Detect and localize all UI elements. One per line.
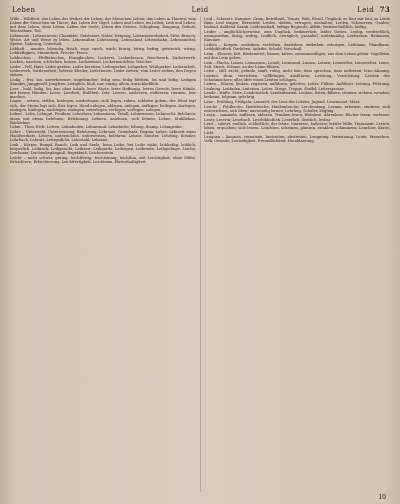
entry-paragraph: Lebkuchen – Pfefferkuchen, Honigkuchen; Leckerei, Leckerbissen, Naschwerk, Zuckerwerk. Lecken; naschen, schlecken, kosten. Leckermaul, Leckermäulchen, Näscher. (10, 55, 196, 65)
entry-paragraph: Lehm – Thon, Erde, Letten; Lehmboden, Lehmwand, Lehmhütte; lehmig, thonig. Lehmgrube. (10, 125, 183, 130)
header-right-word: Leid (357, 6, 374, 14)
right-column (204, 17, 390, 492)
entry-paragraph: Letzt – zuletzt, endlich, schließlich; der letzte, hinterste, äußerste; letzter Wille, Testament. Letzen, laben, erquicken; sich letzen. Leuchten, scheinen, glänzen, strahlen, schimmern; Leuchter, Kerze, Licht. (204, 122, 390, 135)
entry-paragraph: Leiten – führen, lenken, regieren, anführen, geleiten; Leiter, Führer, Anführer. Leitung, Führung, Lenkung. Leitfaden, Leitstern. Leiter, Stiege, Treppe, Staffel; Leitersprosse. (204, 82, 390, 91)
text-columns (10, 17, 390, 492)
entry-paragraph: Lebensart – Lebensweise; Charakter, Geistesart, Natur; Neigung, Lebensgewohnheit, Sitte, Brauch, Weise, Art und Weise zu leben. Lebensalter, Lebensweg, Lebenslauf, Lebensbahn; Lebensmittel, Speise, Nahrung, Unterhalt. (10, 34, 196, 47)
entry-paragraph: Leder – Fell, Haut; Leder gerben, Leder bereiten; Ledergerber, Lohgerber, Weißgerber. Lederarbeit, Lederwerk, Sattlerarbeit; lederne Kleider, Lederhosen. Leder ziehen, vom Leder ziehen, den Degen ziehen. (10, 64, 196, 78)
entry-paragraph: Lerche – Feldlerche, Heidelerche, Haubenlerche; Lerchenfang. Lernen, erlernen, studiren, sich unterrichten, sich üben; auswendig lernen; Lehrling, Schüler, Zögling. (204, 104, 390, 113)
entry-paragraph: Lehre – Unterricht, Unterweisung, Belehrung; Lehrsatz, Grundsatz, Dogma; Lehre, Lehrzeit eines Handwerkers. Lehren, unterrichten, unterweisen, belehren; Lehrer, Meister, Lehrling, Schüler. Lehrbuch, Lehrart, Lehrgedicht, Lehrstuhl, Lehramt. (10, 130, 196, 143)
page-number: 73 (379, 5, 390, 14)
entry-paragraph: Lebhaft – munter, lebendig, frisch, rege, rasch, wach, feurig, hitzig, heftig; geistreich, witzig. Lebhaftigkeit, Munterkeit, Frische, Feuer. (10, 47, 196, 56)
header-center-word: Leid (191, 6, 209, 14)
entry-paragraph: Leise – still, sacht, gelinde, sanft, ruhig, nicht laut; leise sprechen, leise auftreten; leise Ahnung. Leisten, thun, verrichten, vollbringen, ausführen; Leistung, Verrichtung. Leisten des Schuhmachers; alles über einen Leisten schlagen. (204, 69, 390, 82)
entry-paragraph: Ledig – frei, los, unverheiratet, ungebunden; ledig sein, ledig bleiben, los und ledig. Ledigen Standes; Junggesell, Jungfrau. Lediglich, bloß, nur, einzig, allein, ausschließlich. (10, 77, 196, 86)
entry-paragraph: Lehen – Lehn, Lehngut, Feudum; Lehnsherr, Lehnsmann, Vasall; Lehnswesen, Lehnrecht. Belehnen, einen mit etwas belehnen; Belehnung. Lehnen, anlehnen, sich lehnen; Lehne, Stuhllehne, Rücklehne. (10, 112, 196, 125)
entry-paragraph: Lesen – sammeln, auflesen, ablesen, Trauben lesen; Weinlese, Ährenlese; Bücher lesen, vorlesen; Leser, Leserin; Lesebuch, Lesebibliothek. Leserlich, deutlich, lesbar. (204, 113, 390, 122)
left-column (10, 17, 196, 492)
entry-paragraph: Leugnen – läugnen, verneinen, bestreiten, abstreiten; Leugnung, Verneinung. Leute, Menschen, Volk, Gesinde; Leutseligkeit, Freundlichkeit, Herablassung. (204, 135, 390, 144)
entry-paragraph: Lein – Flachs, Linum; Leinsamen, Leinöl; Leinwand, Linnen, Leinen; Leinweber, Leineweber. Leine, Seil, Strick, Schnur; an der Leine führen. (204, 60, 390, 69)
running-head (10, 4, 390, 16)
entry-paragraph: Leim – Kleister, Kitt, Bindemittel; leimen, kitten, zusammenfügen; aus dem Leime gehen. Vogelleim, auf den Leim gehen. (204, 51, 390, 60)
column-divider (200, 17, 201, 492)
entry-paragraph: Leid – Schmerz, Kummer, Gram, Betrübniß, Trauer, Weh, Elend, Unglück; es thut mir leid, zu Leide thun, Leid tragen; Herzeleid. Leiden, dulden, ertragen, aushalten; Leiden, Schmerzen, Qualen; leidend, duldend, krank. Leidenschaft, heftige Begierde, Affekt; leidenschaftlich, heftig. (204, 17, 390, 30)
entry-paragraph: Wille – Wildheit; das Leben des Weibes der Leben; der Menschen Leben; das Leben in Thieren; vom Leben der Menschen im Thiere; das Leben der Vögel. Leben und Leben, im Leben, Leib und Leben, mit dem Leben, ohne Leben. Leben der Seele; Leben des Geistes. Schöpfung, Zeugung, Geburt, Wachsthum, Tod. (10, 17, 196, 34)
entry-paragraph: Leicht – nicht schwer, gering, leichtfertig, leichtsinnig; leichthin, mit Leichtigkeit, ohne Mühe. Erleichtern; Erleichterung. Leichtfertigkeit, Leichtsinn, Flatterhaftigkeit. (10, 156, 196, 165)
signature-mark: 10 (378, 494, 386, 501)
entry-paragraph: Lenz – Frühling, Frühjahr, Lenzzeit; der Lenz des Lebens, Jugend. Lenzmonat, März. (204, 99, 361, 104)
entry-paragraph: Leer – hohl, ledig, los, bar, ohne Inhalt; leere Worte, leere Hoffnung, leeres Gerede; leere Hände, mit leeren Händen. Leere, Leerheit, Hohlheit, Öde. Leeren, ausleeren, entleeren, räumen, leer machen. (10, 86, 196, 99)
entry-paragraph: Legen – setzen, stellen, hinlegen, niederlegen; sich legen, ruhen, schlafen gehen; der Wind legt sich, der Sturm legt sich. Eier legen. Hand anlegen, ablegen, anlegen, auflegen, beilegen, darlegen, einlegen, hinlegen, nachlegen, umlegen, unterlegen, verlegen, vorlegen, zulegen. (10, 99, 196, 112)
header-left-word: Leben (12, 6, 36, 14)
entry-paragraph: Leib – Körper, Rumpf, Bauch; Leib und Seele; beim Leibe, bei Leibe nicht; leibhaftig, leiblich, körperlich. Leibrock, Leibgericht, Leibarzt, Leibgarde, Leibeigen, Leibrente, Leibgedinge. Leiche, Leichnam; Leichenbegängniß, Begräbniß, Leichenstein. (10, 143, 196, 156)
entry-paragraph: Leihen – borgen, ausleihen, verleihen, darleihen; entleihen, erborgen. Leihhaus, Pfandhaus; Leihbibliothek. Darlehen, Anleihe, Schuld, Vorschuß. (204, 42, 390, 52)
entry-paragraph: Leider – unglücklicherweise, zum Unglück, bedauerlich; leider Gottes. Leidig, verdrießlich, unangenehm, lästig, widrig. Leidlich, erträglich, passabel, mittelmäßig. Leidwesen, Bedauern, Kummer. (204, 29, 390, 43)
entry-paragraph: Lende – Hüfte, Seite; Lendenstück, Lendenbraten. Lenken, leiten, führen, steuern, richten, wenden; lenksam, folgsam, gelehrig. (204, 91, 390, 100)
